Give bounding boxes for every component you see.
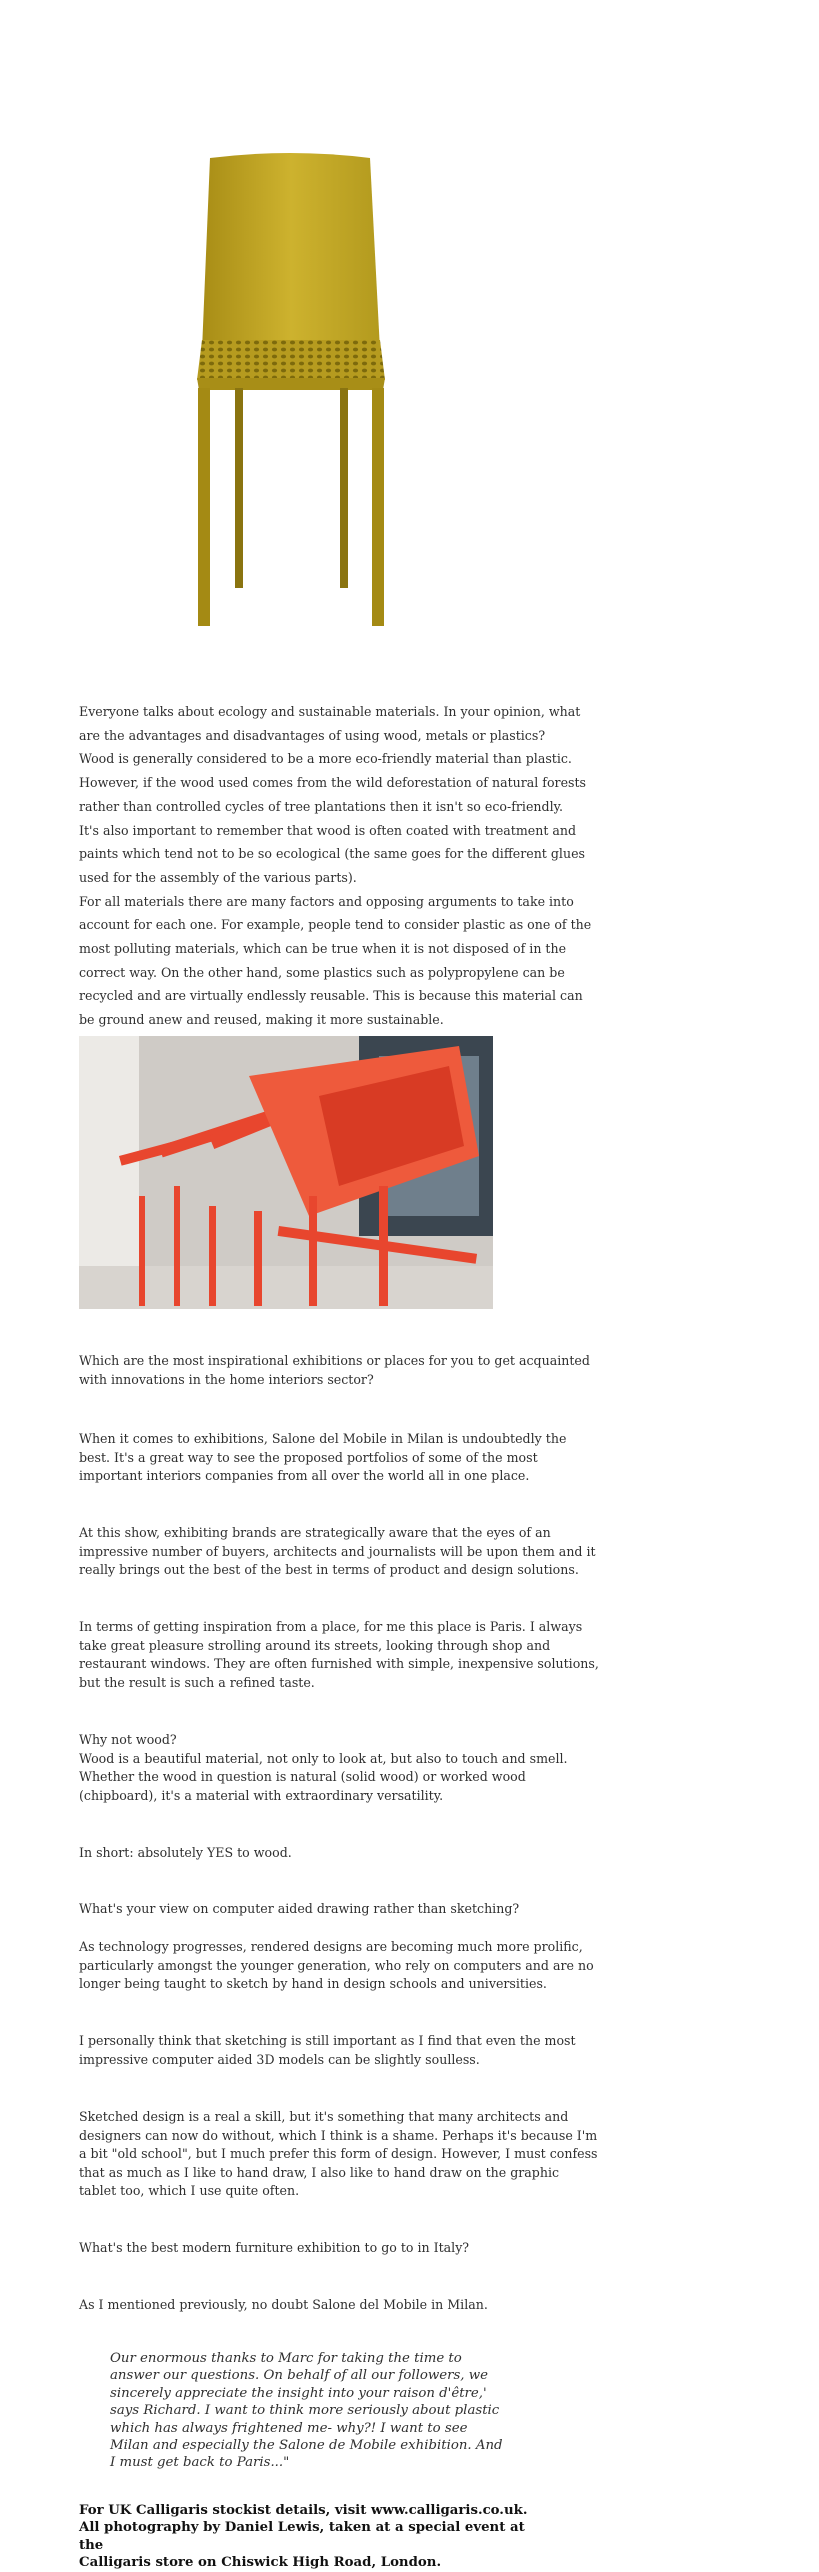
question-why-not-wood: Why not wood?: [79, 1732, 177, 1747]
answer-sketched-design: Sketched design is a real a skill, but it's something that many architects and designers can now do without, which I think is a shame. Perhaps it's because I'm a bit "old school", but I much prefer this form of design. However, I must confess that as much as I like to hand draw, I also like to hand draw on the graphic tablet too, which I use quite often.: [79, 2109, 598, 2198]
answer-salone: When it comes to exhibitions, Salone del Mobile in Milan is undoubtedly the best. It's a great way to see the proposed portfolios of some of the most important interiors companies from all over the world all in one place.: [79, 1431, 567, 1483]
intro-paragraph-2: Wood is generally considered to be a more eco-friendly material than plastic. However, if the wood used comes from the wild deforestation of natural forests rather than controlled cycles of tree plantations then it isn't so eco-friendly.: [79, 751, 587, 814]
answer-show-brands: At this show, exhibiting brands are strategically aware that the eyes of an impressive number of buyers, architects and journalists will be upon them and it really brings out the best of the best in terms of product and design solutions.: [79, 1525, 596, 1577]
footer-line-stockist: For UK Calligaris stockist details, visit www.calligaris.co.uk.: [79, 2503, 528, 2518]
footer-line-photography: All photography by Daniel Lewis, taken at a special event at the: [79, 2520, 525, 2553]
footer-credits: [79, 2502, 539, 2572]
intro-paragraph-4: For all materials there are many factors and opposing arguments to take into account for each one. For example, people tend to consider plastic as one of the most polluting materials, which can be true when it is not disposed of in the correct way. On the other hand, some plastics such as polypropylene can be recycled and are virtually endlessly reusable. This is because this material can be ground anew and reused, making it more sustainable.: [79, 893, 592, 1028]
footer-line-location: Calligaris store on Chiswick High Road, London.: [79, 2555, 442, 2571]
closing-quote: Our enormous thanks to Marc for taking the time to answer our questions. On behalf of all our followers, we sincerely appreciate the insight into your raison d'être,' says Richard. I want to think more seriously about plastic which has always frightened me- why?! I want to see Milan and especially the Salone de Mobile exhibition. And I must get back to Paris...": [110, 2351, 503, 2471]
answer-technology: As technology progresses, rendered designs are becoming much more prolific, particularly amongst the younger generation, who rely on computers and are no longer being taught to sketch by hand in design schools and universities.: [79, 1939, 594, 1991]
answer-sketching: I personally think that sketching is still important as I find that even the most impressive computer aided 3D models can be slightly soulless.: [79, 2033, 576, 2067]
answer-paris: In terms of getting inspiration from a place, for me this place is Paris. I always take great pleasure strolling around its streets, looking through shop and restaurant windows. They are often furnished with simple, inexpensive solutions, but the result is such a refined taste.: [79, 1619, 599, 1690]
red-chairs-photo: [79, 1036, 493, 1309]
answer-best-exhibition: As I mentioned previously, no doubt Salone del Mobile in Milan.: [79, 2297, 488, 2312]
answer-yes-to-wood: In short: absolutely YES to wood.: [79, 1845, 292, 1860]
intro-paragraph-3: It's also important to remember that wood is often coated with treatment and paints which tend not to be so ecological (the same goes for the different glues used for the assembly of the various parts).: [79, 822, 585, 885]
question-best-exhibition: What's the best modern furniture exhibition to go to in Italy?: [79, 2240, 470, 2255]
question-computer-drawing: What's your view on computer aided drawing rather than sketching?: [79, 1901, 520, 1916]
yellow-chair-image: [180, 150, 400, 640]
intro-paragraph-1: Everyone talks about ecology and sustainable materials. In your opinion, what are the advantages and disadvantages of using wood, metals or plastics?: [79, 704, 581, 743]
question-exhibitions: Which are the most inspirational exhibitions or places for you to get acquainted with innovations in the home interiors sector?: [79, 1353, 590, 1387]
answer-wood: Wood is a beautiful material, not only to look at, but also to touch and smell. Whether the wood in question is natural (solid wood) or worked wood (chipboard), it's a material with extraordinary versatility.: [79, 1750, 568, 1803]
